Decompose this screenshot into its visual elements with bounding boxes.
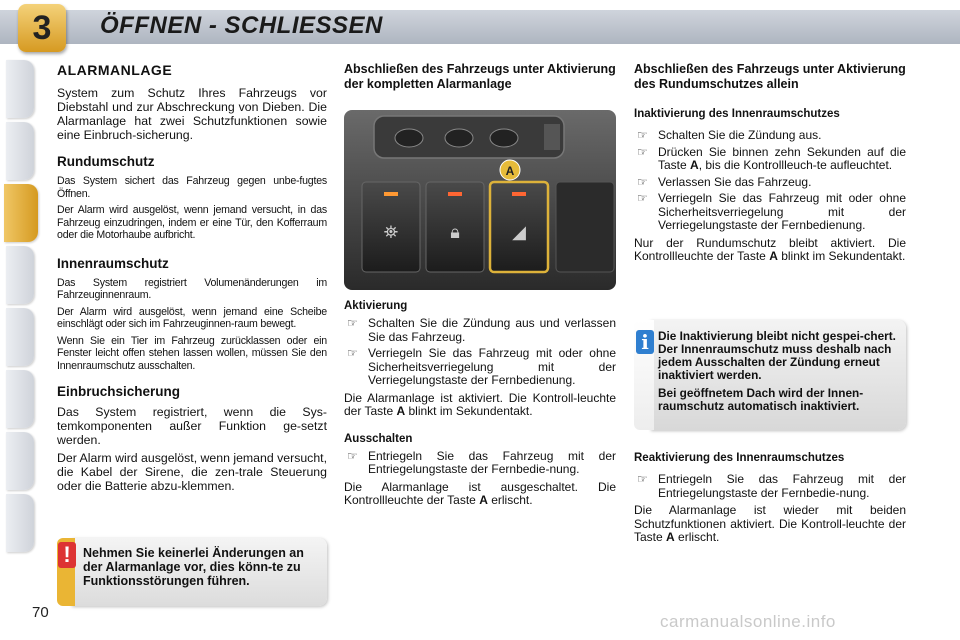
- chapter-tab-2[interactable]: [6, 122, 34, 180]
- warning-box: [57, 538, 327, 606]
- reaktivierung-steps: [634, 473, 906, 500]
- info-text-2: Bei geöffnetem Dach wird der Innen-raumschutz automatisch inaktiviert.: [658, 386, 864, 413]
- column-perimeter-only: [634, 62, 906, 264]
- einbruchsicherung-text-1: Das System registriert, wenn die Sys-temkomponenten außer Funktion ge-setzt werden.: [57, 405, 327, 447]
- reaktivierung-note: Die Alarmanlage ist wieder mit beiden Schutzfunktionen aktiviert. Die Kontroll-leuchte der Taste A erlischt.: [634, 503, 906, 544]
- chapter-tab-5[interactable]: [6, 308, 34, 366]
- list-item: ☞ Schalten Sie die Zündung aus.: [637, 128, 822, 142]
- chapter-badge: 3: [18, 4, 66, 52]
- inaktivierung-steps: [634, 129, 906, 233]
- inaktivierung-label: Inaktivierung des Innenraumschutzes: [634, 108, 840, 120]
- pointing-hand-icon: ☞: [637, 472, 648, 486]
- list-item: ☞ Verlassen Sie das Fahrzeug.: [637, 174, 812, 189]
- info-text-1: Die Inaktivierung bleibt nicht gespei-chert. Der Innenraumschutz muss deshalb nach jedem Ausschalten der Zündung erneut inaktiviert werden.: [658, 329, 896, 382]
- info-text: [658, 330, 902, 418]
- list-item: ☞ Entriegeln Sie das Fahrzeug mit der Entriegelungstaste der Fernbedie-nung.: [637, 472, 906, 500]
- info-icon: i: [636, 330, 654, 354]
- list-item: ☞ Schalten Sie die Zündung aus und verlassen Sie das Fahrzeug.: [347, 316, 616, 344]
- page-header: [0, 0, 960, 52]
- svg-text:◢: ◢: [512, 222, 526, 243]
- pointing-hand-icon: ☞: [637, 144, 648, 159]
- chapter-tab-6[interactable]: [6, 370, 34, 428]
- aktivierung-steps: [344, 317, 616, 388]
- list-item: ☞ Drücken Sie binnen zehn Sekunden auf die Taste A, bis die Kontrollleuch-te aufleuchtet.: [637, 144, 906, 172]
- pointing-hand-icon: ☞: [347, 316, 358, 330]
- chapter-tab-8[interactable]: [6, 494, 34, 552]
- watermark: carmanualsonline.info: [660, 612, 836, 631]
- switch-panel-photo: [344, 110, 616, 290]
- chapter-tab-7[interactable]: [6, 432, 34, 490]
- pointing-hand-icon: ☞: [347, 448, 358, 463]
- svg-text:🔒︎: 🔒︎: [450, 222, 460, 243]
- alarm-heading: ALARMANLAGE: [57, 62, 173, 78]
- list-item: ☞ Entriegeln Sie das Fahrzeug mit der Entriegelungstaste der Fernbedie-nung.: [347, 448, 616, 476]
- pointing-hand-icon: ☞: [637, 174, 648, 189]
- inaktivierung-note: Nur der Rundumschutz bleibt aktiviert. Die Kontrollleuchte der Taste A blinkt im Sekundentakt.: [634, 235, 906, 263]
- aktivierung-note: Die Alarmanlage ist aktiviert. Die Kontroll-leuchte der Taste A blinkt im Sekundentakt.: [344, 390, 616, 418]
- chapter-tab-4[interactable]: [6, 246, 34, 304]
- innenraumschutz-text-1: Das System registriert Volumenänderungen im Fahrzeuginnenraum.: [57, 276, 327, 301]
- einbruchsicherung-text-2: Der Alarm wird ausgelöst, wenn jemand versucht, die Kabel der Sirene, die zen-trale Steuerung oder die Batterie abzu-klemmen.: [57, 451, 327, 493]
- pointing-hand-icon: ☞: [637, 128, 648, 142]
- ausschalten-label: Ausschalten: [344, 432, 413, 445]
- chapter-tabs: [0, 60, 40, 580]
- svg-text:⛯: ⛯: [383, 222, 399, 243]
- page-number: 70: [32, 604, 49, 621]
- ausschalten-note: Die Alarmanlage ist ausgeschaltet. Die Kontrollleuchte der Taste A erlischt.: [344, 479, 616, 507]
- reaktivierung-label: Reaktivierung des Innenraumschutzes: [634, 452, 845, 464]
- switch-panel-illustration: [344, 110, 616, 290]
- alarm-intro: System zum Schutz Ihres Fahrzeugs vor Diebstahl und zur Abschreckung von Dieben. Die Alarmanlage hat zwei Schutzfunktionen sowie eine Einbruch-sicherung.: [57, 86, 327, 142]
- list-item: ☞ Verriegeln Sie das Fahrzeug mit oder ohne Sicherheitsverriegelung mit der Verriegelungstaste der Fernbedienung.: [347, 346, 616, 387]
- chapter-tab-1[interactable]: [6, 60, 34, 118]
- ausschalten-steps: [344, 450, 616, 477]
- full-alarm-heading: Abschließen des Fahrzeugs unter Aktivierung der kompletten Alarmanlage: [344, 62, 616, 91]
- reaktivierung-section: [634, 452, 906, 545]
- einbruchsicherung-heading: Einbruchsicherung: [57, 384, 181, 399]
- rundumschutz-heading: Rundumschutz: [57, 154, 155, 169]
- exclamation-icon: !: [58, 542, 76, 568]
- pointing-hand-icon: ☞: [347, 346, 358, 360]
- rundumschutz-text-1: Das System sichert das Fahrzeug gegen unbe-fugtes Öffnen.: [57, 175, 327, 200]
- rundumschutz-text-2: Der Alarm wird ausgelöst, wenn jemand versucht, in das Fahrzeug einzudringen, indem er eine Tür, den Kofferraum oder die Motorhaube aufbricht.: [57, 204, 327, 241]
- column-full-alarm: [344, 62, 616, 508]
- pointing-hand-icon: ☞: [637, 191, 648, 205]
- perimeter-heading: Abschließen des Fahrzeugs unter Aktivierung des Rundumschutzes allein: [634, 62, 906, 91]
- innenraumschutz-text-2: Der Alarm wird ausgelöst, wenn jemand eine Scheibe einschlägt oder sich im Fahrzeuginnen-raum bewegt.: [57, 305, 327, 330]
- page-title: ÖFFNEN - SCHLIESSEN: [100, 12, 383, 39]
- innenraumschutz-heading: Innenraumschutz: [57, 255, 169, 271]
- aktivierung-label: Aktivierung: [344, 300, 408, 312]
- chapter-tab-3-active[interactable]: [4, 184, 38, 242]
- column-alarm-overview: [57, 62, 327, 493]
- warning-text: Nehmen Sie keinerlei Änderungen an der Alarmanlage vor, dies könn-te zu Funktionsstörungen führen.: [83, 546, 304, 588]
- list-item: ☞ Verriegeln Sie das Fahrzeug mit oder ohne Sicherheitsverriegelung mit der Verriegelungstaste der Fernbedienung.: [637, 191, 906, 232]
- innenraumschutz-text-3: Wenn Sie ein Tier im Fahrzeug zurücklassen oder ein Fenster leicht offen stehen lassen wollen, müssen Sie den Innenraumschutz ausschalten.: [57, 334, 327, 372]
- info-box: [634, 320, 906, 430]
- button-a-label: A: [505, 164, 515, 178]
